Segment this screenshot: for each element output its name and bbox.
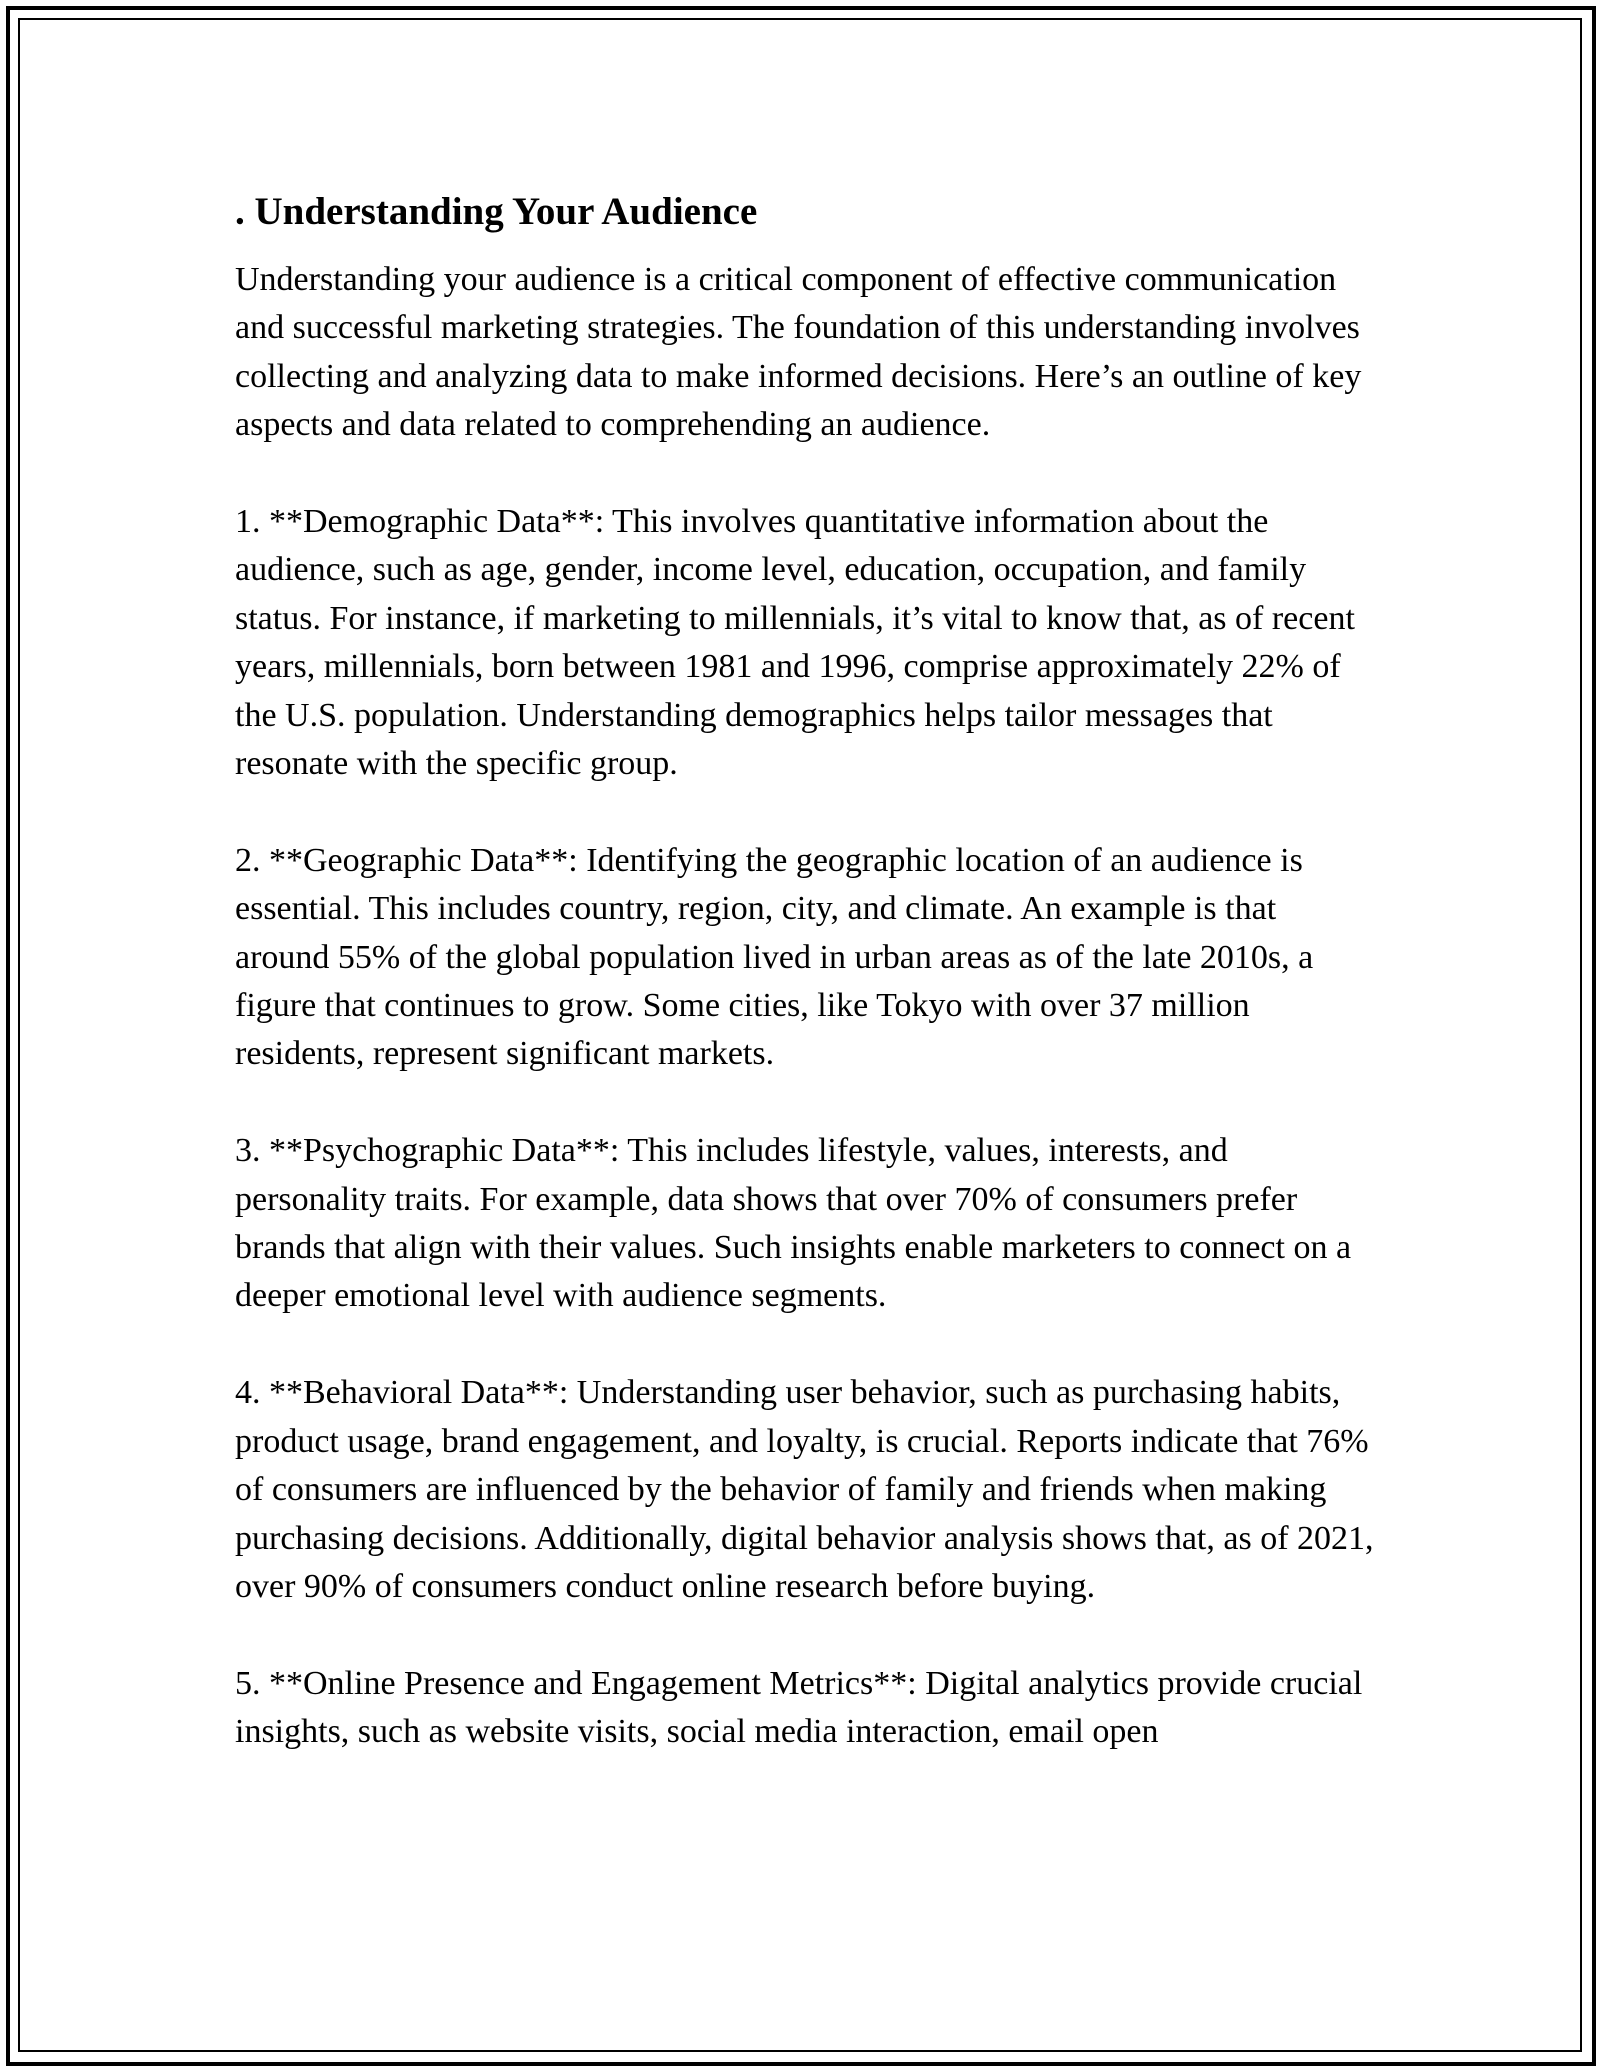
behavioral-data-paragraph: 4. **Behavioral Data**: Understanding user behavior, such as purchasing habits, product usage, brand engagement, and loyalty, is crucial. Reports indicate that 76% of consumers are influenced by the behavior of family and friends when making purchasing decisions. Additionally, digital behavior analysis shows that, as of 2021, over 90% of consumers conduct online research before buying. [235, 1374, 1374, 1605]
intro-paragraph: Understanding your audience is a critical component of effective communication and successful marketing strategies. The foundation of this understanding involves collecting and analyzing data to make informed decisions. Here’s an outline of key aspects and data related to comprehending an audience. [235, 261, 1362, 444]
psychographic-data-paragraph: 3. **Psychographic Data**: This includes lifestyle, values, interests, and personality traits. For example, data shows that over 70% of consumers prefer brands that align with their values. Such insights enable marketers to connect on a deeper emotional level with audience segments. [235, 1132, 1352, 1315]
demographic-data-paragraph: 1. **Demographic Data**: This involves quantitative information about the audience, such as age, gender, income level, education, occupation, and family status. For instance, if marketing to millennials, it’s vital to know that, as of recent years, millennials, born between 1981 and 1996, comprise approximately 22% of the U.S. population. Understanding demographics helps tailor messages that resonate with the specific group. [235, 503, 1355, 783]
document-body [235, 184, 1375, 1805]
engagement-metrics-paragraph: 5. **Online Presence and Engagement Metrics**: Digital analytics provide crucial insights, such as website visits, social media interaction, email open [235, 1664, 1363, 1751]
section-heading: . Understanding Your Audience [235, 190, 758, 233]
geographic-data-paragraph: 2. **Geographic Data**: Identifying the geographic location of an audience is essential. This includes country, region, city, and climate. An example is that around 55% of the global population lived in urban areas as of the late 2010s, a figure that continues to grow. Some cities, like Tokyo with over 37 million residents, represent significant markets. [235, 841, 1314, 1073]
